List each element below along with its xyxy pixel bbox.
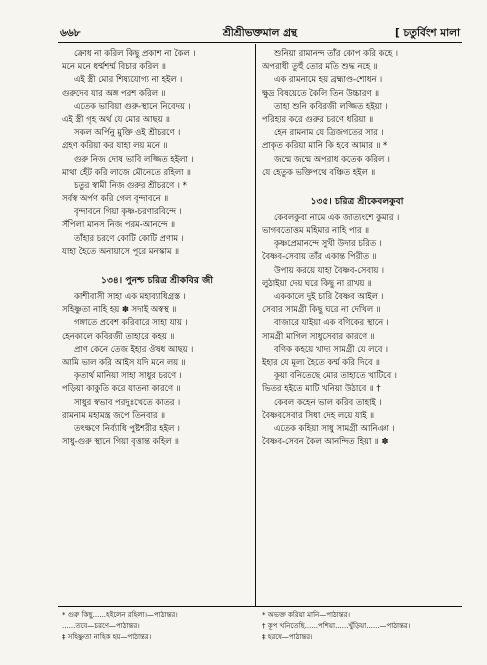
verse-line: কেবলকুবা নামে এক জাত্যংশে কুমার । bbox=[274, 211, 400, 222]
right-verses-bottom bbox=[262, 211, 452, 448]
right-footnotes bbox=[262, 610, 452, 643]
verse-line: কাশীবাসী সাহা এক মহাব্যাধিগ্রস্ত । bbox=[74, 291, 186, 301]
verse-line: ক্রোধ না করিল কিছু প্রকাশ না কৈল । bbox=[74, 48, 196, 58]
verse-line: বৃন্দাবনে গিয়া কৃষ্ণ-চরণারবিন্দে । bbox=[74, 206, 182, 217]
header-rule bbox=[58, 42, 462, 43]
verse-line: গঙ্গাতে প্রবেশ করিবারে সাহা যায় । bbox=[74, 317, 188, 328]
verse-line: গুরুদেব যার অঙ্গ পরশ করিল ॥ bbox=[62, 87, 166, 98]
verse-line: গ্রহণ করিয়া কর যাহা লয় মনে ॥ bbox=[62, 140, 168, 151]
verse-line: রামনাম মহামন্ত্র জপে তিনবার ॥ bbox=[62, 409, 166, 420]
section-label: [ চতুর্বিংশ মালা bbox=[395, 27, 460, 39]
verse-line: বৈষ্ণবসেবার সিধা দেহ লয়ে যাই ॥ bbox=[262, 409, 375, 420]
verse-line: পরিহার করে গুরুর চরণে ধরিয়া ॥ bbox=[262, 113, 374, 124]
page-number: ৬৬৮ bbox=[60, 27, 81, 39]
verse-line: হেন রামনাম যে ত্রিজগতের সার । bbox=[274, 127, 384, 138]
verse-line: সকল অর্পিনু মুক্তি ওই শ্রীচরণে । bbox=[74, 127, 181, 138]
verse-line: প্রাকৃত করিয়া মানি কি হবে আমার ॥ * bbox=[262, 140, 388, 151]
footnote-line: * গুরু কিছু......হইলেন রহিলা।—পাঠান্তর। bbox=[62, 611, 178, 619]
right-verses-top bbox=[262, 47, 452, 179]
verse-line: এতেক ভাবিয়া গুরু-স্থানে নিবেদয় । bbox=[74, 100, 191, 111]
verse-line: ভিতর হইতে মাটি খনিয়া উঠাবে ॥ † bbox=[262, 383, 381, 394]
verse-line: উপায় করয়ে যাহা বৈষ্ণব-সেবায় । bbox=[274, 264, 385, 275]
verse-line: বৈষ্ণব-সেবন কৈল আনন্দিত হিয়া ॥ ✽ bbox=[262, 436, 389, 447]
verse-line: অপরাধী তুহুঁ তোর মতি শুদ্ধ নহে ॥ bbox=[262, 61, 378, 72]
verse-line: বাজারে যাইয়া এক বণিকের স্থানে । bbox=[274, 317, 389, 328]
verse-line: আমি ভাল করি আইস যদি মনে লয় ॥ bbox=[62, 356, 186, 367]
left-verses-top bbox=[62, 47, 252, 258]
verse-line: তাঁহার চরণে কোটি কোটি প্রণাম । bbox=[74, 232, 184, 243]
left-footnotes bbox=[62, 610, 252, 643]
page-header bbox=[60, 26, 460, 42]
verse-line: প্রাণ কেনে তেজ ইহার ঔষধ আছয় । bbox=[74, 343, 194, 354]
verse-line: সঁপিলা মানস নিজ পরম-আনন্দে ॥ bbox=[62, 219, 175, 230]
footnote-line: ......তবে—চরণে—পাঠান্তর। bbox=[62, 622, 140, 630]
left-chapter-heading: ১৩৪। পুনশ্চ চরিত্র শ্রীকবির জী bbox=[100, 275, 213, 286]
verse-line: এককালে দুই চারি বৈষ্ণব আইল । bbox=[274, 291, 384, 301]
column-divider bbox=[255, 44, 256, 606]
verse-line: তাহা শুনি কবিরজী লজ্জিত হইয়া । bbox=[274, 100, 388, 111]
right-chapter-heading: ১৩৫। চরিত্র শ্রীকেবলকুবা bbox=[310, 195, 404, 207]
footnote-line: ‡ সহিষ্ণুতা নাহিক হয়—পাঠান্তর। bbox=[62, 633, 152, 641]
verse-line: এই স্ত্রী গৃহ অর্থ যে মোর আছয় ॥ bbox=[62, 113, 170, 124]
verse-line: পড়িয়া কাকুতি করে যাতনা কারণে ॥ bbox=[62, 383, 181, 394]
footnote-line: ‡ হরষে—পাঠান্তর। bbox=[262, 633, 313, 641]
verse-line: মনে মনে ধর্ম্মশর্ম্ম বিচার করিল ॥ bbox=[62, 61, 166, 72]
verse-line: ক্ষুদ্র বিষয়েতে কৈলি তিন উচ্চারণ ॥ bbox=[262, 87, 379, 98]
verse-line: সামগ্রী মাগিল সাধুসেবার কারণে ॥ bbox=[262, 330, 375, 341]
verse-line: হেনকালে কবিরজী তাহারে কহয় ॥ bbox=[62, 330, 175, 341]
verse-line: জন্মে জন্মে অপরাধ কতেক করিল । bbox=[274, 153, 390, 164]
verse-line: যে হেতুক ভক্তিপথে বঞ্চিত হইল ॥ bbox=[262, 166, 376, 177]
verse-line: লুঠাইয়া দেয় ঘরে কিছু না রাখয় ॥ bbox=[262, 277, 372, 288]
verse-line: কৃতার্থ মানিয়া সাহা সাধুর চরণে । bbox=[74, 370, 182, 381]
verse-line: শুনিয়া রামানন্দ তাঁর কোপ করি কহে । bbox=[274, 48, 398, 58]
verse-line: সহিষ্ণুতা নাহি হয় ✽ সদাই অস্বস্থ ॥ bbox=[62, 304, 177, 315]
verse-line: এতেক কহিয়া সাধু সামগ্রী আনিঞা । bbox=[274, 422, 395, 433]
verse-line: কৃষ্ণপ্রেমানন্দে সুখী উদার চরিত । bbox=[274, 238, 382, 249]
verse-line: বণিক কহয়ে খাদ্য সামগ্রী যে লবে । bbox=[274, 343, 389, 354]
verse-line: ভাগবতোত্তম মহিমার নাহি পার ॥ bbox=[262, 225, 369, 236]
running-title: শ্রীশ্রীভক্তমাল গ্রন্থ bbox=[222, 27, 298, 39]
footnote-line: * অভক্ত করিয়া মানি—পাঠান্তর। bbox=[262, 611, 350, 619]
verse-line: ইহার যে মূল্য হৈতে কর্ম্ম করি দিবে ॥ bbox=[262, 356, 380, 367]
verse-line: গুরু নিজ দোষ ভাবি লজ্জিত হইলা । bbox=[74, 153, 194, 164]
verse-line: তৎক্ষণে নির্ব্যাধি পুষ্টশরীর হইল । bbox=[74, 422, 180, 433]
verse-line: চতুর স্বামী নিজ গুরুর শ্রীচরণে । * bbox=[74, 179, 187, 190]
verse-line: সাধুর স্বভাব পরদুঃখেতে কাতর । bbox=[74, 396, 181, 407]
footnote-rule bbox=[58, 606, 462, 607]
verse-line: বৈষ্ণব-সেবায় তাঁর একান্ত পিরীত ॥ bbox=[262, 251, 377, 262]
verse-line: সর্বস্ব অর্পণ করি গেল বৃন্দাবনে ॥ bbox=[62, 193, 169, 204]
verse-line: এক রামনামে হয় ব্রহ্মাণ্ড-শোধন । bbox=[274, 74, 383, 85]
right-column bbox=[262, 47, 452, 448]
left-verses-bottom bbox=[62, 290, 252, 448]
verse-line: কেবল কহেন ভাল করিব তাহাই । bbox=[274, 396, 382, 407]
verse-line: মাথা হেঁট করি লাজে মৌনেতে রহিলা ॥ bbox=[62, 166, 191, 177]
verse-line: সাধু-গুরু স্থানে গিয়া বৃত্তান্ত কহিল ॥ bbox=[62, 436, 179, 447]
verse-line: এই স্ত্রী মোর শিষ্যযোগ্য না হইল । bbox=[74, 74, 183, 85]
verse-line: যাহা হৈতে অনায়াসে পূরে মনস্কাম ॥ bbox=[62, 245, 179, 256]
verse-line: সেবার সামগ্রী কিছু ঘরে না দেখিল ॥ bbox=[262, 304, 381, 315]
verse-line: কূয়া বনিতেছে মোর তাহাতে খাটিবে । bbox=[274, 370, 397, 381]
left-column bbox=[62, 47, 252, 448]
footnote-line: † কূপ খনিতেছি......পশিয়া......খুঁড়িয়া......—পাঠান্তর। bbox=[262, 622, 411, 630]
